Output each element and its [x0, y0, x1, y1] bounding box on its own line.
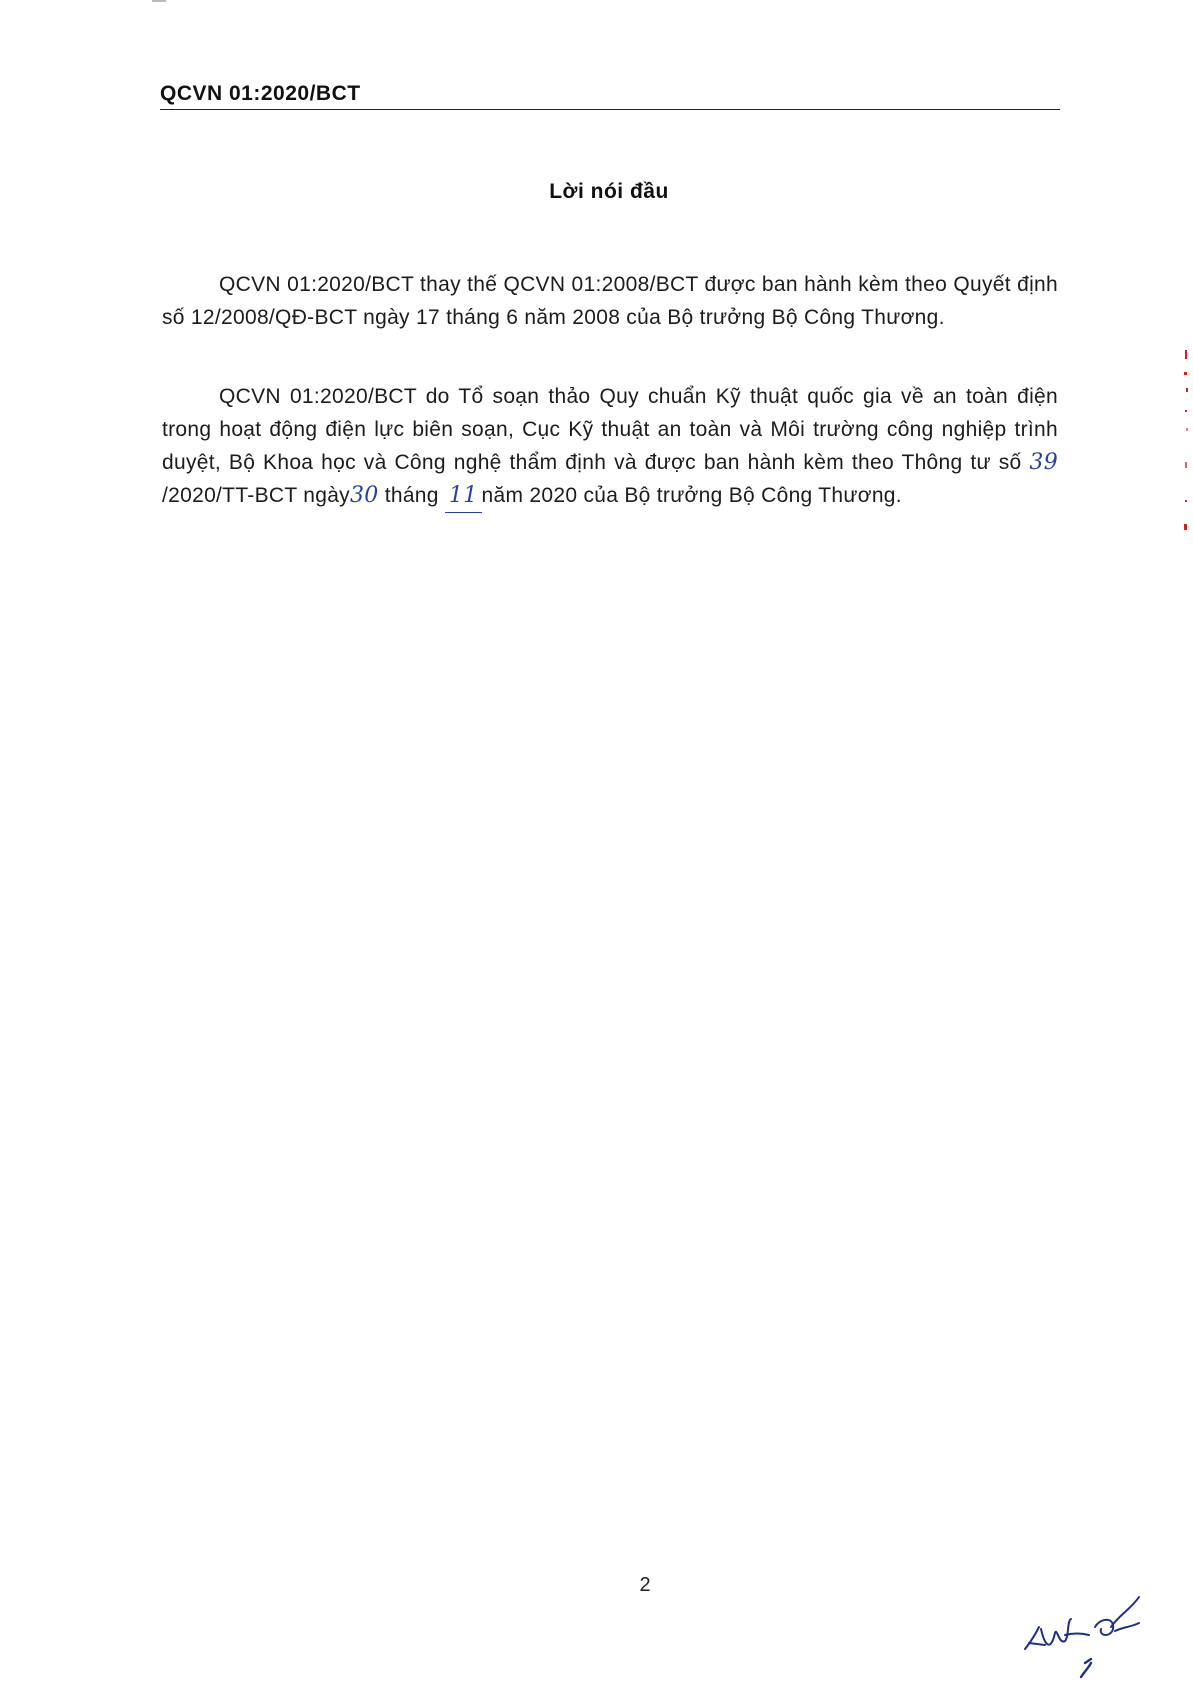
standard-code: QCVN 01:2020/BCT — [160, 82, 361, 105]
page-header — [160, 82, 1060, 112]
section-title: Lời nói đầu — [549, 180, 669, 203]
page-number: 2 — [639, 1574, 651, 1596]
handwritten-month: 11 — [445, 479, 482, 513]
paragraph-1 — [162, 268, 1058, 334]
scan-artifact — [152, 0, 166, 2]
red-stamp-edge-marks — [1180, 350, 1192, 580]
paragraph-2-text-b: /2020/TT-BCT ngày — [162, 484, 350, 507]
paragraph-2-text-c: tháng — [378, 484, 445, 507]
paragraph-2-text-a: QCVN 01:2020/BCT do Tổ soạn thảo Quy chuẩn Kỹ thuật quốc gia về an toàn điện trong hoạt động điện lực biên soạn, Cục Kỹ thuật an toàn và Môi trường công nghiệp trình duyệt, Bộ Khoa học và Công nghệ thẩm định và được ban hành kèm theo Thông tư số — [162, 385, 1058, 474]
paragraph-2-text-d: năm 2020 của Bộ trưởng Bộ Công Thương. — [481, 484, 902, 507]
paragraph-2 — [162, 380, 1058, 513]
handwritten-day: 30 — [349, 483, 379, 508]
header-divider — [160, 109, 1060, 110]
handwritten-initials-signature — [1015, 1587, 1165, 1682]
paragraph-1-text: QCVN 01:2020/BCT thay thế QCVN 01:2008/BCT được ban hành kèm theo Quyết định số 12/2008/QĐ-BCT ngày 17 tháng 6 năm 2008 của Bộ trưởng Bộ Công Thương. — [162, 273, 1058, 329]
handwritten-circular-number: 39 — [1029, 450, 1058, 475]
